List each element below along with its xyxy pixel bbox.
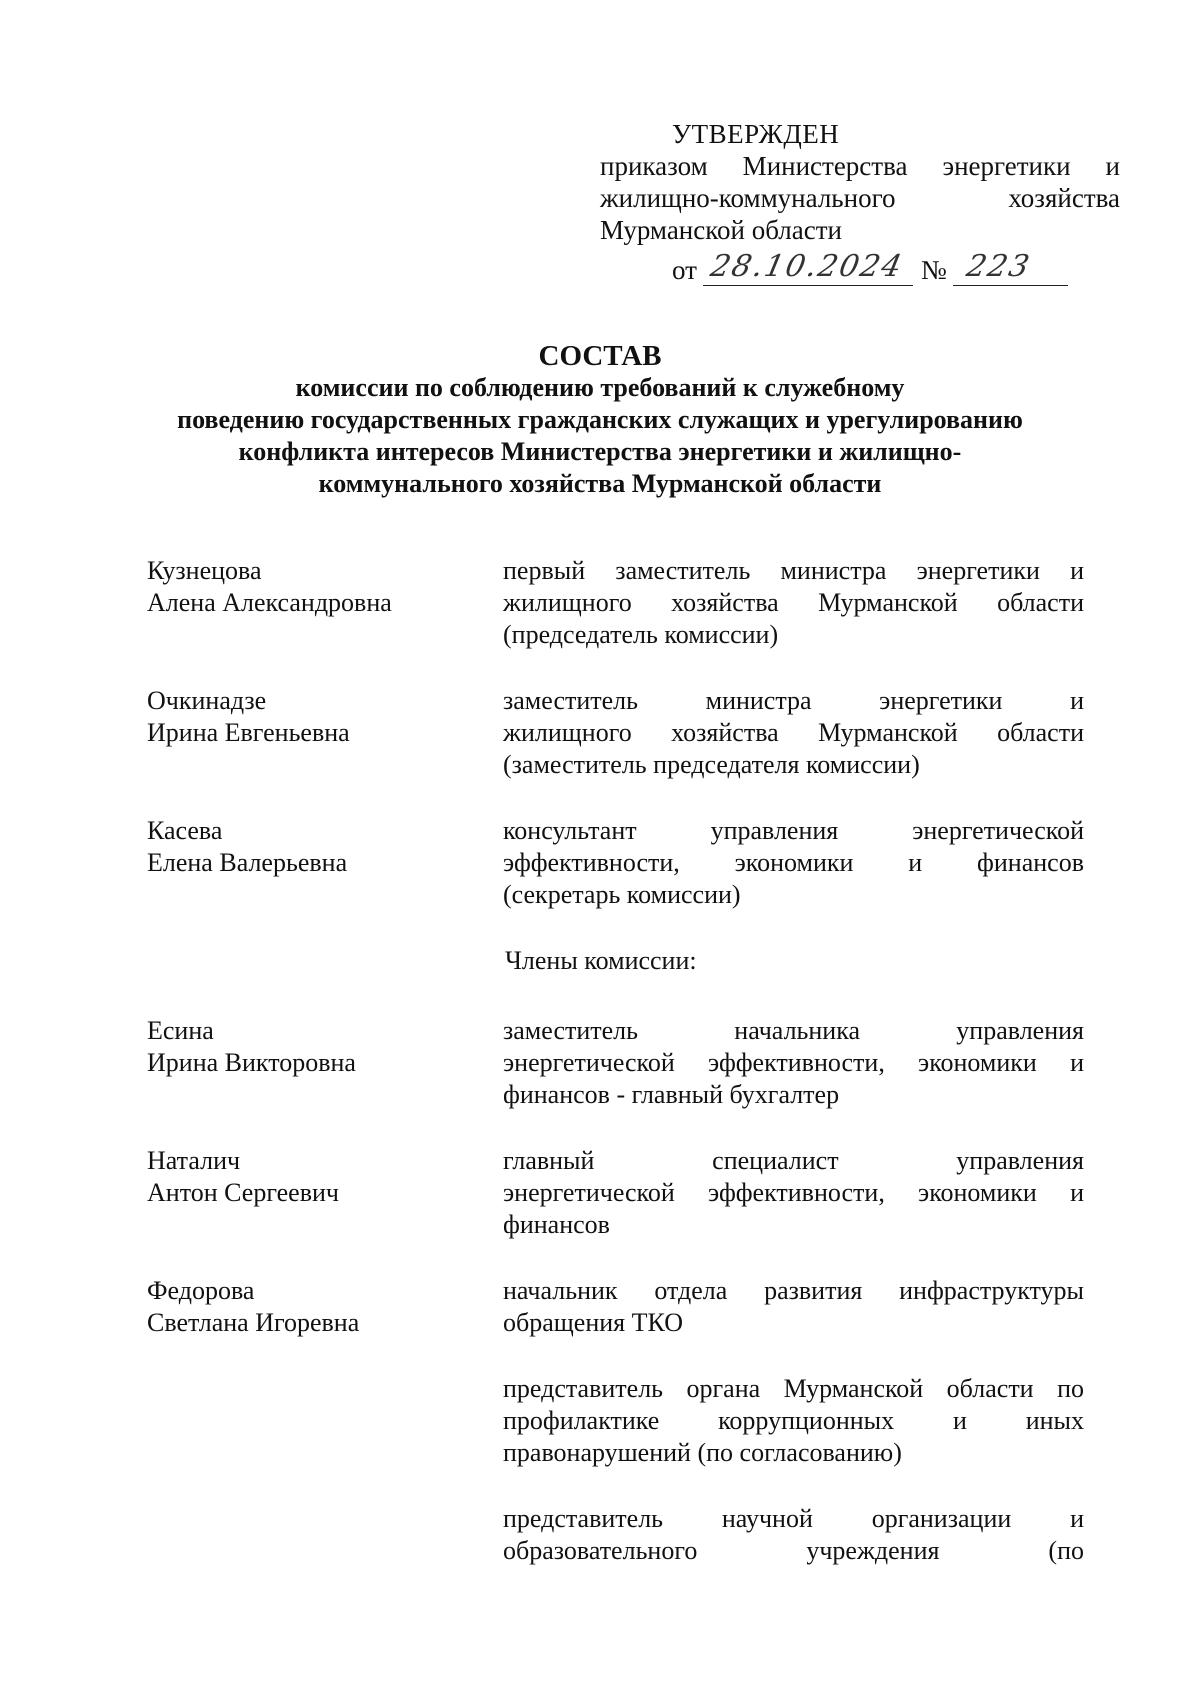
member-given-name: Светлана Игоревна: [147, 1308, 360, 1337]
role-line: финансов - главный бухгалтер: [503, 1080, 840, 1109]
member-surname: Есина: [147, 1016, 214, 1045]
member-given-name: Елена Валерьевна: [147, 848, 348, 877]
number-field: [953, 249, 1068, 286]
role-line: представитель органа Мурманской области по: [503, 1374, 1084, 1403]
member-name: [147, 555, 503, 651]
member-name: [147, 1503, 503, 1567]
member-role: [503, 1503, 1084, 1567]
member-surname: Кузнецова: [147, 556, 262, 585]
member-role: [503, 555, 1084, 651]
date-number-row: [600, 250, 1120, 286]
member-given-name: Ирина Евгеньевна: [147, 718, 350, 747]
title-line-2: поведению государственных гражданских служащих и урегулированию: [177, 405, 1023, 434]
role-line: консультант управления энергетической: [503, 816, 1084, 845]
member-role: [503, 685, 1084, 781]
member-row: [147, 1373, 1084, 1469]
date-field: [703, 249, 913, 286]
approval-line-2: жилищно-коммунального хозяйства: [600, 183, 1120, 213]
approval-line-1: приказом Министерства энергетики и: [600, 151, 1120, 181]
handwritten-number: 223: [963, 249, 1034, 284]
member-row: [147, 685, 1084, 781]
member-role: [503, 1373, 1084, 1469]
title-line-1: комиссии по соблюдению требований к служебному: [295, 373, 905, 402]
role-line: начальник отдела развития инфраструктуры: [503, 1276, 1084, 1305]
member-row: [147, 815, 1084, 911]
member-role: [503, 815, 1084, 911]
role-line: (председатель комиссии): [503, 620, 779, 649]
role-line: жилищного хозяйства Мурманской области: [503, 718, 1084, 747]
role-line: финансов: [503, 1210, 610, 1239]
member-given-name: Антон Сергеевич: [147, 1178, 339, 1207]
role-line: (секретарь комиссии): [503, 880, 741, 909]
member-name: [147, 685, 503, 781]
handwritten-date: 28.10.2024: [707, 249, 907, 284]
from-label: от: [672, 255, 697, 285]
member-name: [147, 815, 503, 911]
role-line: энергетической эффективности, экономики и: [503, 1048, 1084, 1077]
member-role: [503, 1275, 1084, 1339]
members-heading: Члены комиссии:: [505, 946, 697, 975]
member-surname: Очкинадзе: [147, 686, 267, 715]
member-name: [147, 1275, 503, 1339]
members-list: [147, 555, 1084, 1601]
member-role: [503, 1015, 1084, 1111]
title-block: [140, 340, 1060, 500]
member-surname: Федорова: [147, 1276, 255, 1305]
role-line: профилактике коррупционных и иных: [503, 1406, 1084, 1435]
role-line: образовательного учреждения (по: [503, 1536, 1084, 1565]
member-name: [147, 1145, 503, 1241]
role-line: главный специалист управления: [503, 1146, 1084, 1175]
approval-line-3: Мурманской области: [600, 215, 842, 245]
role-line: заместитель министра энергетики и: [503, 686, 1084, 715]
document-title: СОСТАВ: [538, 340, 662, 372]
approval-block: [600, 118, 1120, 286]
title-line-4: коммунального хозяйства Мурманской области: [318, 469, 882, 498]
member-name: [147, 1015, 503, 1111]
role-line: первый заместитель министра энергетики и: [503, 556, 1084, 585]
member-row: [147, 1145, 1084, 1241]
member-row: [147, 1015, 1084, 1111]
member-surname: Касева: [147, 816, 223, 845]
member-given-name: Ирина Викторовна: [147, 1048, 356, 1077]
role-line: энергетической эффективности, экономики и: [503, 1178, 1084, 1207]
member-row: [147, 1275, 1084, 1339]
title-line-3: конфликта интересов Министерства энергетики и жилищно-: [238, 437, 962, 466]
role-line: заместитель начальника управления: [503, 1016, 1084, 1045]
approved-heading: УТВЕРЖДЕН: [672, 119, 840, 149]
role-line: (заместитель председателя комиссии): [503, 750, 920, 779]
role-line: представитель научной организации и: [503, 1504, 1084, 1533]
member-row: [147, 1503, 1084, 1567]
member-row: [147, 555, 1084, 651]
role-line: жилищного хозяйства Мурманской области: [503, 588, 1084, 617]
member-surname: Наталич: [147, 1146, 241, 1175]
role-line: правонарушений (по согласованию): [503, 1438, 902, 1467]
member-given-name: Алена Александровна: [147, 588, 392, 617]
role-line: эффективности, экономики и финансов: [503, 848, 1084, 877]
member-name: [147, 1373, 503, 1469]
member-role: [503, 1145, 1084, 1241]
number-label: №: [920, 255, 947, 285]
role-line: обращения ТКО: [503, 1308, 683, 1337]
